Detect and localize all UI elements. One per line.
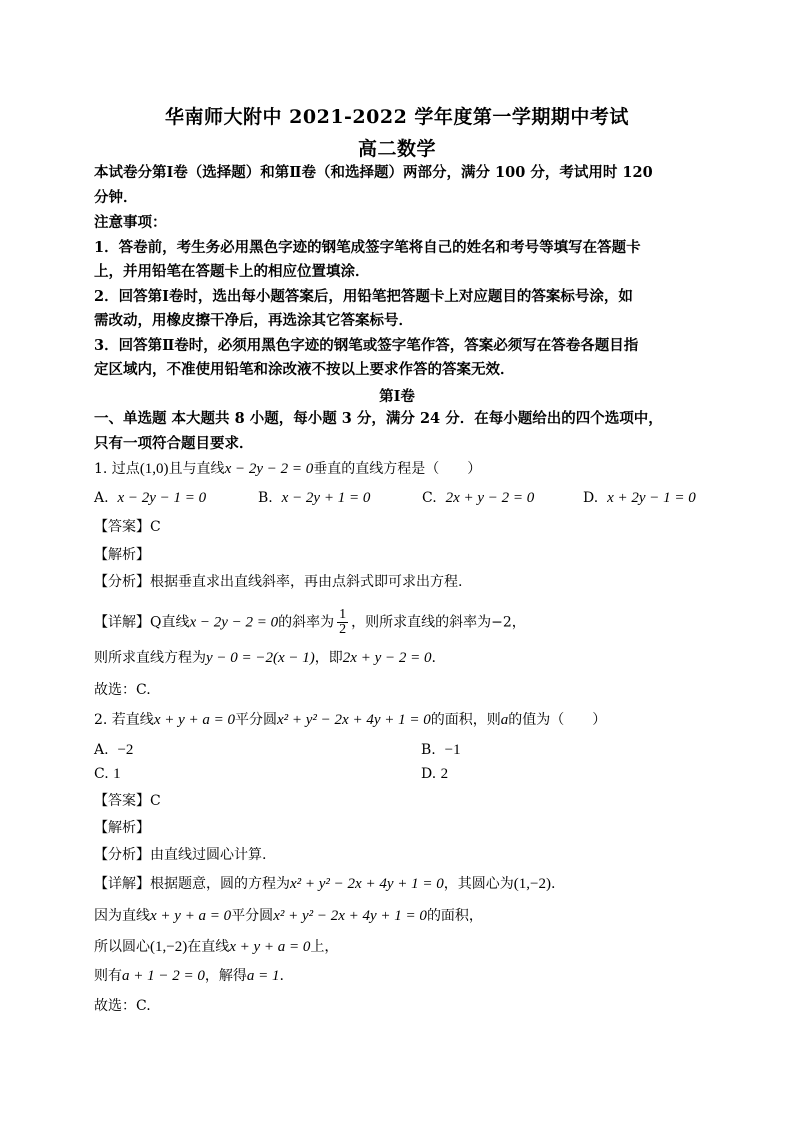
q2-detail-2 bbox=[94, 906, 483, 926]
exam-subtitle: 高二数学 bbox=[357, 138, 436, 160]
option-label: D. bbox=[421, 766, 437, 782]
q1-line-eq: x − 2y − 2 = 0 bbox=[224, 461, 314, 477]
option-text: −2 bbox=[117, 742, 134, 758]
notice-title: 注意事项： bbox=[94, 214, 167, 231]
section-heading-2: 只有一项符合题目要求． bbox=[94, 435, 254, 452]
q2-detail-4 bbox=[94, 966, 284, 986]
exam-title: 华南师大附中 2021-2022 学年度第一学期期中考试 bbox=[165, 106, 629, 128]
detail-text: . bbox=[550, 876, 556, 892]
option-text: 2 bbox=[440, 766, 449, 782]
q1-fenxi: 【分析】根据垂直求出直线斜率，再由点斜式即可求出方程. bbox=[94, 574, 463, 590]
detail-text: 在直线 bbox=[187, 939, 230, 955]
q2-detail-3 bbox=[94, 937, 338, 957]
slope-fraction bbox=[337, 608, 348, 637]
q2-circle-eq: x² + y² − 2x + 4y + 1 = 0 bbox=[277, 712, 431, 728]
detail-text: 上， bbox=[310, 939, 339, 955]
q1-option-a[interactable] bbox=[94, 488, 206, 508]
q1-analysis-tag: 【解析】 bbox=[94, 547, 150, 563]
option-text: 1 bbox=[113, 766, 121, 782]
fraction-numerator: 1 bbox=[339, 607, 347, 622]
option-label: C. bbox=[94, 766, 109, 782]
since-symbol: Q bbox=[150, 614, 162, 631]
detail-line-eq: x + y + a = 0 bbox=[150, 908, 232, 924]
section-label: 第Ⅰ卷 bbox=[379, 388, 415, 405]
q1-result bbox=[94, 648, 436, 668]
q2-choose: 故选：C. bbox=[94, 998, 151, 1014]
detail-text: 则有 bbox=[94, 968, 122, 984]
q2-stem-text: 2. 若直线 bbox=[94, 712, 154, 728]
detail-line-eq: x + y + a = 0 bbox=[229, 939, 311, 955]
detail-eq: a + 1 − 2 = 0 bbox=[122, 968, 205, 984]
q2-line-eq: x + y + a = 0 bbox=[153, 712, 235, 728]
option-text: x + 2y − 1 = 0 bbox=[607, 490, 696, 506]
q2-stem-text: 的值为（ ） bbox=[508, 712, 607, 728]
xiangjie-tag: 【详解】 bbox=[94, 614, 150, 631]
detail-text: 平分圆 bbox=[231, 908, 274, 924]
notice-3a: 3．回答第Ⅱ卷时，必须用黑色字迹的钢笔或签字笔作答，答案必须写在答卷各题目指 bbox=[94, 337, 639, 354]
q2-fenxi: 【分析】由直线过圆心计算. bbox=[94, 847, 267, 863]
detail-text: 因为直线 bbox=[94, 908, 150, 924]
detail-text: . bbox=[279, 968, 284, 984]
option-text: −1 bbox=[444, 742, 461, 758]
q1-stem bbox=[94, 459, 481, 479]
q2-option-d[interactable] bbox=[421, 764, 448, 784]
q1-point: (1,0) bbox=[139, 461, 169, 477]
notice-2a: 2．回答第Ⅰ卷时，选出每小题答案后，用铅笔把答题卡上对应题目的答案标号涂，如 bbox=[94, 288, 633, 305]
q2-detail-1 bbox=[94, 874, 555, 894]
notice-2b: 需改动，用橡皮擦干净后，再选涂其它答案标号． bbox=[94, 312, 413, 329]
detail-center: (1,−2) bbox=[150, 939, 188, 955]
xiangjie-text: ，则所求直线的斜率为−2， bbox=[351, 614, 526, 631]
q2-stem bbox=[94, 710, 606, 730]
q1-option-d[interactable] bbox=[583, 488, 696, 508]
detail-text: 的面积， bbox=[426, 908, 483, 924]
q2-variable: a bbox=[500, 712, 509, 728]
q1-stem-text: 1. 过点 bbox=[94, 461, 140, 477]
q1-stem-text: 垂直的直线方程是（ ） bbox=[313, 461, 482, 477]
result-eq-1: y − 0 = −2(x − 1) bbox=[206, 650, 315, 666]
detail-text: 所以圆心 bbox=[94, 939, 150, 955]
notice-1b: 上，并用铅笔在答题卡上的相应位置填涂． bbox=[94, 263, 370, 280]
result-eq-2: 2x + y − 2 = 0 bbox=[342, 650, 432, 666]
result-text: . bbox=[431, 650, 436, 666]
detail-center: (1,−2) bbox=[513, 876, 551, 892]
q1-option-b[interactable] bbox=[258, 488, 370, 508]
notice-3b: 定区域内，不准使用铅笔和涂改液不按以上要求作答的答案无效． bbox=[94, 361, 515, 378]
option-label: D. bbox=[583, 490, 599, 506]
fraction-denominator: 2 bbox=[339, 622, 347, 637]
q2-answer: 【答案】C bbox=[94, 793, 161, 809]
option-label: C. bbox=[422, 490, 437, 506]
q2-option-c[interactable] bbox=[94, 764, 121, 784]
q1-option-c[interactable] bbox=[422, 488, 534, 508]
q1-answer: 【答案】C bbox=[94, 519, 161, 535]
section-heading-1: 一、单选题 本大题共 8 小题，每小题 3 分，满分 24 分．在每小题给出的四个选项中， bbox=[94, 410, 663, 427]
option-label: B. bbox=[258, 490, 273, 506]
q1-xiangjie bbox=[94, 608, 526, 637]
result-text: ，即 bbox=[314, 650, 343, 666]
q2-option-b[interactable] bbox=[421, 740, 461, 760]
option-label: A. bbox=[94, 742, 109, 758]
xiangjie-line-eq: x − 2y − 2 = 0 bbox=[189, 614, 279, 631]
intro-line-1: 本试卷分第Ⅰ卷（选择题）和第Ⅱ卷（和选择题）两部分，满分 100 分，考试用时 120 bbox=[94, 164, 653, 181]
q1-stem-text: 且与直线 bbox=[168, 461, 225, 477]
option-text: 2x + y − 2 = 0 bbox=[445, 490, 535, 506]
xiangjie-text: 的斜率为 bbox=[278, 614, 335, 631]
intro-line-2: 分钟． bbox=[94, 189, 138, 206]
detail-circle-eq: x² + y² − 2x + 4y + 1 = 0 bbox=[273, 908, 427, 924]
option-label: B. bbox=[421, 742, 436, 758]
detail-text: 【详解】根据题意，圆的方程为 bbox=[94, 876, 290, 892]
xiangjie-text: 直线 bbox=[161, 614, 190, 631]
detail-text: ，解得 bbox=[204, 968, 247, 984]
detail-circle-eq: x² + y² − 2x + 4y + 1 = 0 bbox=[290, 876, 444, 892]
q2-analysis-tag: 【解析】 bbox=[94, 820, 150, 836]
notice-1a: 1．答卷前，考生务必用黑色字迹的钢笔成签字笔将自己的姓名和考号等填写在答题卡 bbox=[94, 239, 641, 256]
result-text: 则所求直线方程为 bbox=[94, 650, 206, 666]
detail-result: a = 1 bbox=[246, 968, 280, 984]
q2-stem-text: 的面积，则 bbox=[430, 712, 501, 728]
q2-stem-text: 平分圆 bbox=[235, 712, 277, 728]
q2-option-a[interactable] bbox=[94, 740, 133, 760]
option-text: x − 2y + 1 = 0 bbox=[281, 490, 371, 506]
q1-choose: 故选：C. bbox=[94, 682, 151, 698]
detail-text: ，其圆心为 bbox=[443, 876, 514, 892]
option-text: x − 2y − 1 = 0 bbox=[117, 490, 207, 506]
option-label: A. bbox=[94, 490, 109, 506]
